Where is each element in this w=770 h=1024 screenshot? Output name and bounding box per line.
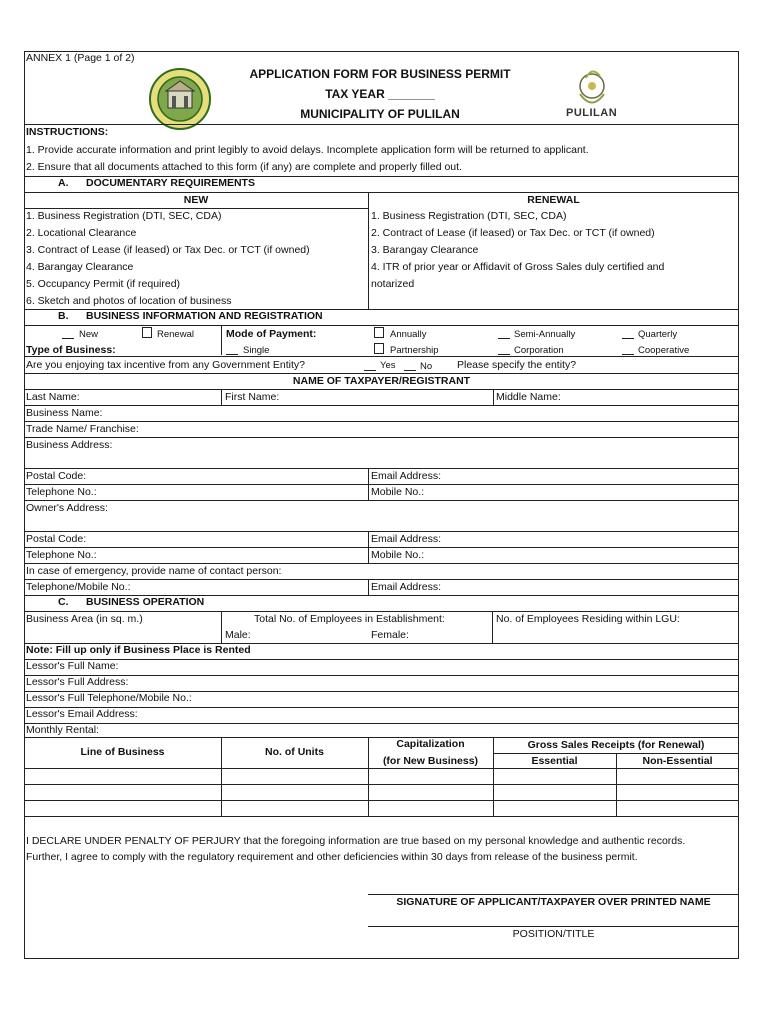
no-of-units-header: No. of Units [265, 746, 324, 758]
no-label: No [420, 361, 433, 372]
yes-label: Yes [380, 360, 396, 371]
yes-blank[interactable] [364, 370, 376, 371]
renewal-requirement-item: 2. Contract of Lease (if leased) or Tax Dec. or TCT (if owned) [371, 227, 655, 239]
lessor-email-field[interactable]: Lessor's Email Address: [26, 708, 138, 720]
table-row[interactable] [24, 784, 739, 785]
annex-label: ANNEX 1 (Page 1 of 2) [26, 52, 135, 64]
trade-name-field[interactable]: Trade Name/ Franchise: [26, 423, 139, 435]
new-requirements-heading: NEW [183, 194, 209, 206]
renewal-requirement-item: 4. ITR of prior year or Affidavit of Gross Sales duly certified and [371, 261, 665, 273]
annually-label: Annually [390, 329, 427, 340]
business-name-field[interactable]: Business Name: [26, 407, 103, 419]
semi-annually-blank[interactable] [498, 338, 510, 339]
new-option-blank[interactable] [62, 338, 74, 339]
form-title: APPLICATION FORM FOR BUSINESS PERMIT [249, 67, 511, 81]
non-essential-header: Non-Essential [642, 755, 713, 767]
mode-of-payment-label: Mode of Payment: [226, 328, 317, 340]
new-requirement-item: 3. Contract of Lease (if leased) or Tax Dec. or TCT (if owned) [26, 244, 310, 256]
partnership-checkbox[interactable] [374, 343, 384, 354]
semi-annually-label: Semi-Annually [514, 329, 576, 340]
signature-label: SIGNATURE OF APPLICANT/TAXPAYER OVER PRINTED NAME [396, 896, 711, 908]
mobile-field[interactable]: Mobile No.: [371, 486, 425, 498]
position-line[interactable] [368, 926, 739, 927]
incentive-question: Are you enjoying tax incentive from any Government Entity? [26, 359, 305, 371]
owner-mobile-field[interactable]: Mobile No.: [371, 549, 425, 561]
quarterly-blank[interactable] [622, 338, 634, 339]
owner-telephone-field[interactable]: Telephone No.: [26, 549, 97, 561]
female-employees-field[interactable]: Female: [371, 629, 409, 641]
renewal-requirement-item: notarized [371, 278, 415, 290]
postal-code-field[interactable]: Postal Code: [26, 470, 87, 482]
section-b-title: BUSINESS INFORMATION AND REGISTRATION [86, 310, 323, 322]
lessor-phone-field[interactable]: Lessor's Full Telephone/Mobile No.: [26, 692, 192, 704]
section-a-letter: A. [58, 177, 69, 189]
pulilan-logo-text: PULILAN [566, 107, 618, 119]
lgu-employees-field[interactable]: No. of Employees Residing within LGU: [496, 613, 680, 625]
annually-checkbox[interactable] [374, 327, 384, 338]
no-blank[interactable] [404, 370, 416, 371]
partnership-label: Partnership [390, 345, 439, 356]
section-c-letter: C. [58, 596, 69, 608]
declaration-line-1: I DECLARE UNDER PENALTY OF PERJURY that the foregoing information are true based on my personal knowledge and authentic records. [26, 835, 686, 847]
owners-address-field[interactable]: Owner's Address: [26, 502, 108, 514]
new-requirement-item: 5. Occupancy Permit (if required) [26, 278, 181, 290]
telephone-field[interactable]: Telephone No.: [26, 486, 97, 498]
signature-line[interactable] [368, 894, 739, 895]
gross-sales-header: Gross Sales Receipts (for Renewal) [527, 739, 705, 751]
emergency-contact-field[interactable]: In case of emergency, provide name of contact person: [26, 565, 282, 577]
lessor-address-field[interactable]: Lessor's Full Address: [26, 676, 129, 688]
new-requirement-item: 1. Business Registration (DTI, SEC, CDA) [26, 210, 222, 222]
taxpayer-heading: NAME OF TAXPAYER/REGISTRANT [292, 375, 471, 387]
single-label: Single [243, 345, 270, 356]
municipality-name: MUNICIPALITY OF PULILAN [300, 107, 460, 121]
line-of-business-header: Line of Business [80, 746, 165, 758]
new-requirement-item: 6. Sketch and photos of location of business [26, 295, 232, 307]
tax-year[interactable]: TAX YEAR _______ [325, 87, 435, 101]
declaration-line-2: Further, I agree to comply with the regulatory requirement and other deficiencies within 30 days from release of the business permit. [26, 851, 638, 863]
section-c-title: BUSINESS OPERATION [86, 596, 205, 608]
instruction-item: 1. Provide accurate information and print legibly to avoid delays. Incomplete application form will be returned to applicant. [26, 144, 589, 156]
capitalization-header: Capitalization [396, 738, 465, 750]
first-name-field[interactable]: First Name: [225, 391, 280, 403]
section-b-letter: B. [58, 310, 69, 322]
single-blank[interactable] [226, 354, 238, 355]
rented-note: Note: Fill up only if Business Place is Rented [26, 644, 251, 656]
cooperative-blank[interactable] [622, 354, 634, 355]
for-new-business-header: (for New Business) [382, 755, 479, 767]
total-employees-label: Total No. of Employees in Establishment: [254, 613, 445, 625]
position-label: POSITION/TITLE [512, 928, 595, 940]
emergency-phone-field[interactable]: Telephone/Mobile No.: [26, 581, 131, 593]
essential-header: Essential [531, 755, 578, 767]
specify-entity-label[interactable]: Please specify the entity? [457, 359, 577, 371]
corporation-blank[interactable] [498, 354, 510, 355]
male-employees-field[interactable]: Male: [225, 629, 251, 641]
emergency-email-field[interactable]: Email Address: [371, 581, 442, 593]
owner-email-field[interactable]: Email Address: [371, 533, 442, 545]
business-address-field[interactable]: Business Address: [26, 439, 113, 451]
renewal-option-label: Renewal [157, 329, 194, 340]
renewal-requirements-heading: RENEWAL [527, 194, 580, 206]
owner-postal-code-field[interactable]: Postal Code: [26, 533, 87, 545]
monthly-rental-field[interactable]: Monthly Rental: [26, 724, 99, 736]
new-requirement-item: 2. Locational Clearance [26, 227, 137, 239]
type-of-business-label: Type of Business: [26, 344, 116, 356]
quarterly-label: Quarterly [638, 329, 678, 340]
new-requirement-item: 4. Barangay Clearance [26, 261, 134, 273]
email-address-field[interactable]: Email Address: [371, 470, 442, 482]
cooperative-label: Cooperative [638, 345, 690, 356]
table-row[interactable] [24, 800, 739, 801]
renewal-checkbox[interactable] [142, 327, 152, 338]
middle-name-field[interactable]: Middle Name: [496, 391, 561, 403]
instructions-heading: INSTRUCTIONS: [26, 126, 109, 138]
renewal-requirement-item: 3. Barangay Clearance [371, 244, 479, 256]
section-a-title: DOCUMENTARY REQUIREMENTS [86, 177, 255, 189]
lessor-name-field[interactable]: Lessor's Full Name: [26, 660, 119, 672]
new-option-label: New [79, 329, 99, 340]
instruction-item: 2. Ensure that all documents attached to this form (if any) are complete and properly filled out. [26, 161, 462, 173]
renewal-requirement-item: 1. Business Registration (DTI, SEC, CDA) [371, 210, 567, 222]
business-area-field[interactable]: Business Area (in sq. m.) [26, 613, 143, 625]
last-name-field[interactable]: Last Name: [26, 391, 80, 403]
table-row[interactable] [24, 816, 739, 817]
corporation-label: Corporation [514, 345, 564, 356]
